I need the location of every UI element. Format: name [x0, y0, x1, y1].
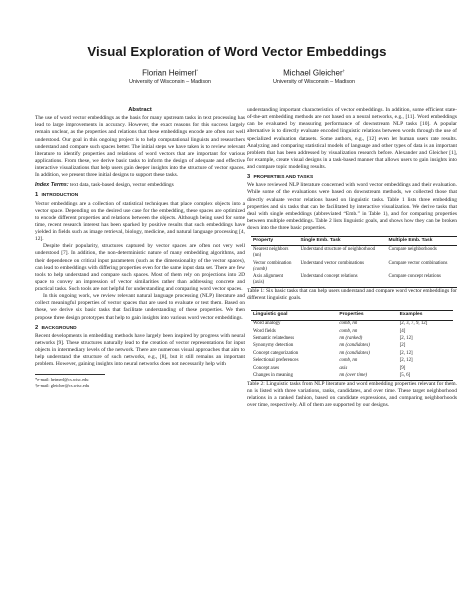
- abstract-heading: Abstract: [128, 107, 152, 113]
- table-1-caption: Table 1: Six basic tasks that can help users understand and compare word vector embeddings for different linguistic goals.: [247, 288, 457, 302]
- table-row: [251, 350, 453, 357]
- table-header: Property: [251, 237, 299, 246]
- table-cell: nn (candidates): [339, 343, 370, 349]
- index-terms-label: Index Terms:: [35, 182, 69, 189]
- table-row: [251, 335, 453, 342]
- section-title: BACKGROUND: [41, 325, 77, 331]
- table-cell: axis: [339, 365, 348, 371]
- table-cell: [2, 12]: [399, 350, 413, 356]
- section-number: 3: [247, 174, 251, 181]
- table-cell: Nearest neighbors: [253, 246, 289, 252]
- table-header: Linguistic goal: [251, 311, 337, 320]
- section-heading-background: [35, 325, 245, 332]
- paper-title: Visual Exploration of Word Vector Embeddings: [87, 44, 387, 59]
- table-cell: (axis): [253, 280, 265, 286]
- table-cell: Understand vector combinations: [300, 260, 365, 266]
- section-title: PROPERTIES AND TASKS: [253, 175, 314, 181]
- table-cell: Concept categorization: [253, 350, 299, 356]
- table-cell: Understand concept relations: [299, 274, 387, 288]
- table-row: [251, 260, 457, 274]
- table-cell: [2, 12]: [399, 358, 413, 364]
- table-row: [251, 343, 453, 350]
- author-affiliation: University of Wisconsin – Madison: [128, 79, 212, 86]
- table-cell: [5, 6]: [398, 372, 453, 380]
- footnote-1: *e-mail: heimerl@cs.wisc.edu: [35, 377, 89, 383]
- table-cell: [4]: [399, 328, 406, 334]
- table-cell: comb, nn: [339, 358, 358, 364]
- footnote-2: †e-mail: gleicher@cs.wisc.edu: [35, 383, 90, 389]
- properties-paragraph-1: We have reviewed NLP literature concerned with word vector embeddings and their evaluation. While some of the evaluations were based on downstream methods, we collected those that directly evaluate vector relations based on linguistic tasks. Table 1 lists three embedding properties and six tasks that can be facilitated by interactive visualization. We derive tasks that deal with single embeddings (abbreviated “Emb.” in Table 1), and for comparing properties between multiple embeddings. Table 2 lists linguistic goals, and shows how they can be broken down into the three basic properties.: [247, 182, 457, 231]
- author-mark: *: [196, 68, 198, 73]
- author-block-2: [244, 66, 384, 88]
- table-row: [251, 358, 453, 365]
- table-row: [251, 246, 457, 260]
- table-cell: [2, 3, 7, 9, 12]: [399, 321, 428, 327]
- author-affiliation: University of Wisconsin – Madison: [272, 79, 356, 86]
- table-header: Examples: [398, 311, 453, 320]
- table-cell: [9]: [399, 365, 406, 371]
- table-row: [251, 274, 457, 288]
- table-cell: Compare neighborhoods: [388, 246, 437, 252]
- table-cell: Changes in meaning: [251, 372, 337, 380]
- intro-paragraph-3: In this ongoing work, we review relevant natural language processing (NLP) literature and collect meaningful properties of vector spaces that are used to evaluate or test them. Based on these, we derive six basic tasks that facilitate understanding of these properties. We then propose three design prototypes that help to gain insights into various word vector embeddings.: [35, 293, 245, 321]
- author-mark: †: [342, 68, 345, 73]
- table-row: [251, 372, 453, 380]
- section-heading-properties: [247, 174, 457, 181]
- table-header: Properties: [337, 311, 397, 320]
- left-column: [35, 107, 245, 389]
- table-2: [251, 310, 453, 380]
- section-number: 1: [35, 192, 39, 199]
- table-cell: nn (over time): [337, 372, 397, 380]
- table-cell: Axis alignment: [253, 274, 284, 280]
- table-cell: comb, nn: [339, 328, 358, 334]
- author-name: Michael Gleicher: [283, 68, 343, 78]
- index-terms: [35, 182, 245, 189]
- table-cell: (comb): [253, 266, 267, 272]
- table-cell: (nn): [253, 253, 262, 259]
- table-header: Multiple Emb. Task: [387, 237, 458, 246]
- table-row: [251, 365, 453, 372]
- table-cell: Compare concept relations: [387, 274, 458, 288]
- intro-paragraph-1: Vector embeddings are a collection of statistical techniques that place complex objects into a vector space. Depending on the desired use case for the embedding, these spaces are optimized to encode different properties and relations between the objects. Although being used for some time, recent research interest has been sparked by positive results that such embeddings have yielded in fields such as image retrieval, biology, medicine, and natural language processing [4, 12].: [35, 200, 245, 243]
- table-cell: comb, nn: [339, 321, 358, 327]
- table-cell: nn (ranked): [339, 335, 363, 341]
- table-cell: Concept axes: [253, 365, 280, 371]
- footnote-rule: [35, 374, 105, 375]
- table-cell: Understand structure of neighborhood: [300, 246, 376, 252]
- background-paragraph-continued: understanding important characteristics of vector embeddings. In addition, some efficient state-of-the-art embedding methods are not based on a neural networks, e.g., [11]. Word embeddings can be evaluated by measuring performance of downstream NLP tasks [10]. A popular alternative is to directly evaluate encoded linguistic relations between words through the use of specialized evaluation datasets. Some authors, e.g., [12] even let human users rate results. Analyzing and comparing statistical models of language and other types of data is an important problem that has been addressed by visualization research before. Alexander and Gleicher [1], for example, create visual designs in a task-based manner that allows users to gain insights into and compare topic modeling results.: [247, 107, 457, 170]
- table-cell: Synonymy detection: [253, 343, 294, 349]
- table-cell: Vector combination: [253, 260, 292, 266]
- section-number: 2: [35, 324, 39, 331]
- table-2-body: [251, 320, 453, 380]
- table-row: [251, 320, 453, 328]
- section-title: INTRODUCTION: [41, 193, 79, 199]
- table-cell: [2, 12]: [399, 335, 413, 341]
- table-cell: nn (candidates): [339, 350, 370, 356]
- author-block-1: [100, 66, 240, 88]
- abstract-text: The use of word vector embeddings as the basis for many upstream tasks in text processing has lead to large improvements in accuracy. However, the exact reasons for this success largely remain unclear, as the properties and relations that these embeddings encode are often not well understood. Our goal in this ongoing project is to help computational linguists and researchers understand and compare such spaces better. The initial steps we have taken is to review relevant literature to identify properties and relations of word vectors that are important for various applications. From these, we derive basic tasks to inform the design of adequate and effective interactive visualizations that help users gain deeper insights into the structure of vector spaces. In addition, we present three initial designs to support these tasks.: [35, 115, 245, 179]
- table-cell: Semantic relatedness: [253, 335, 295, 341]
- table-row: [251, 328, 453, 335]
- table-cell: [2]: [399, 343, 406, 349]
- intro-paragraph-2: Despite their popularity, structures captured by vector spaces are often not very well understood [7]. In addition, the non-deterministic nature of many embedding algorithms, and their dependence on critical input parameters (such as the dimensionality of the vector spaces), can lead to embeddings with differing properties even for the same input data set. There are few tools to help understand and compare such spaces. Most of them rely on projections into 2D space to convey an impression of vector similarities rather than addressing concrete and practical tasks. Such tools are not helpful for understanding and comparing word vector spaces.: [35, 243, 245, 292]
- table-2-caption: Table 2: Linguistic tasks from NLP literature and word embedding properties relevant for them. nn is listed with three variations, ranks, candidates, and over time. These target neighborhood relations in a ranked fashion, based on candidate expressions, and comparing neighborhoods over time, respectively. All of them are supported by our designs.: [247, 380, 457, 409]
- table-cell: Selectional preferences: [253, 358, 299, 364]
- background-paragraph-1: Recent developments in embedding methods have largely been inspired by progress with neural networks [9]. These structures naturally lead to the creation of vector representations for input objects in intermediary levels of the network. There are numerous visual approaches that aim to help understand the structure of such networks, e.g., [8], but it still remains an important problem. However, gaining insights into neural networks does not necessarily help with: [35, 332, 245, 368]
- index-terms-text: text data, task-based design, vector embeddings: [70, 182, 174, 189]
- table-header: Single Emb. Task: [299, 237, 387, 246]
- author-name: Florian Heimerl: [142, 68, 197, 78]
- section-heading-introduction: [35, 192, 245, 199]
- table-cell: Word fields: [253, 328, 276, 334]
- table-1: [251, 236, 457, 288]
- right-column: [247, 107, 457, 409]
- table-cell: Compare vector combinations: [388, 260, 448, 266]
- table-cell: Word analogy: [253, 321, 281, 327]
